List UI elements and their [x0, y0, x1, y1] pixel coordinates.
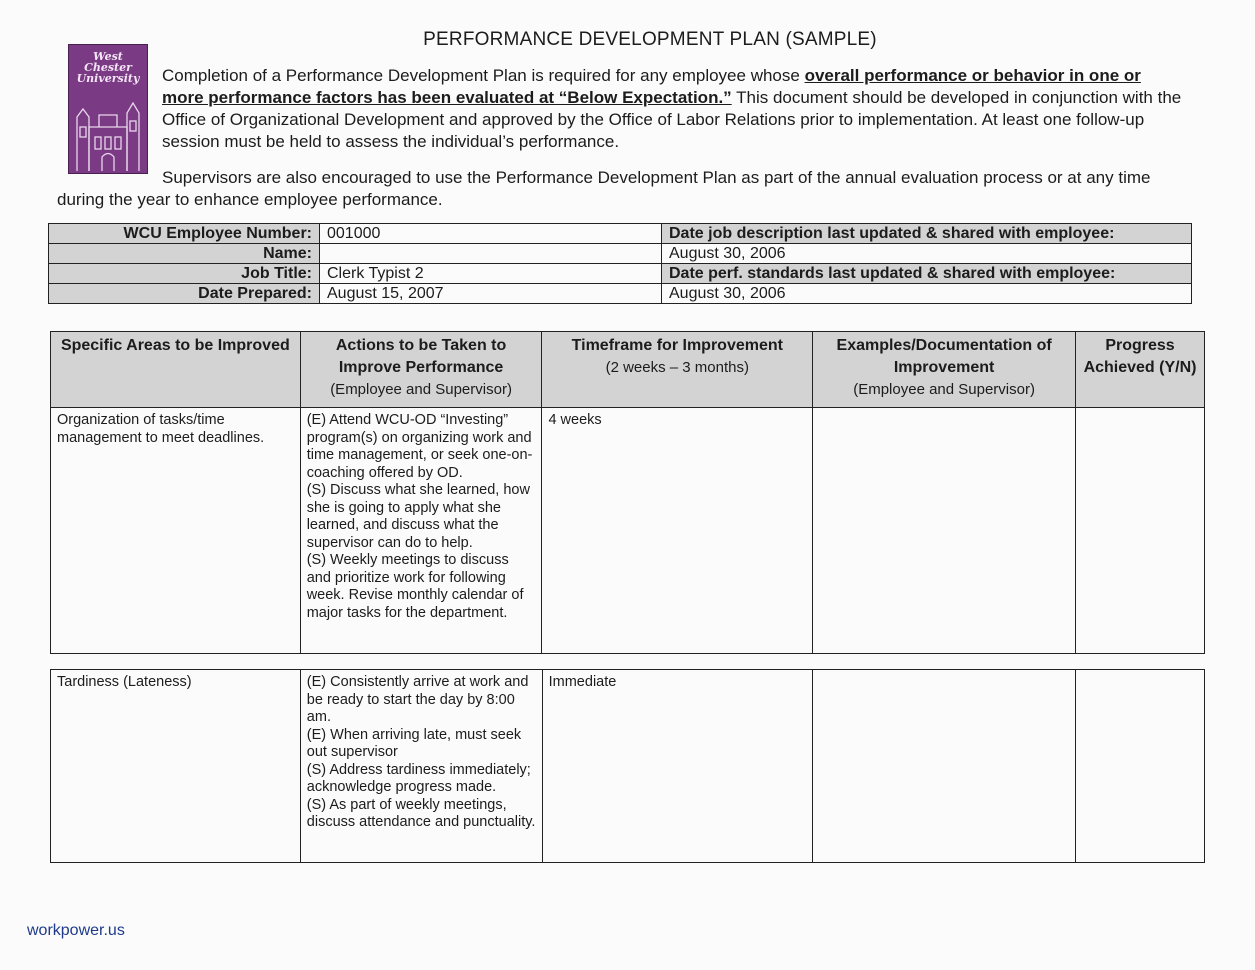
job-description-date-value: August 30, 2006 [662, 244, 1192, 264]
examples-cell [813, 670, 1076, 863]
header-actions: Actions to be Taken to Improve Performance (Employee and Supervisor) [300, 332, 542, 408]
progress-cell [1076, 408, 1205, 654]
performance-standards-date-label: Date perf. standards last updated & shared with employee: [662, 264, 1192, 284]
header-progress: Progress Achieved (Y/N) [1076, 332, 1205, 408]
source-watermark: workpower.us [27, 922, 125, 939]
area-cell: Organization of tasks/time management to meet deadlines. [51, 408, 301, 654]
name-value [320, 244, 662, 264]
actions-cell: (E) Attend WCU-OD “Investing” program(s) on organizing work and time management, or seek one-on-coaching offered by OD. (S) Discuss what she learned, how she is going to apply what she learned, and discuss what the supervisor can do to help. (S) Weekly meetings to discuss and prioritize work for following week. Revise monthly calendar of major tasks for the department. [300, 408, 542, 654]
progress-cell [1076, 670, 1205, 863]
plan-table-2 [50, 669, 1205, 863]
job-description-date-label: Date job description last updated & shared with employee: [662, 224, 1192, 244]
university-logo [68, 44, 148, 174]
header-areas: Specific Areas to be Improved [51, 332, 301, 408]
examples-cell [813, 408, 1076, 654]
logo-text: West Chester University [76, 50, 140, 85]
timeframe-cell: Immediate [542, 670, 813, 863]
employee-info-table [48, 223, 1192, 304]
performance-standards-date-value: August 30, 2006 [662, 284, 1192, 304]
job-title-value: Clerk Typist 2 [320, 264, 662, 284]
intro-emphasis: overall performance or behavior in one or more performance factors has been evaluated at “Below Expectation.” [162, 66, 1141, 107]
building-icon [69, 87, 147, 173]
header-examples: Examples/Documentation of Improvement (Employee and Supervisor) [813, 332, 1076, 408]
header-timeframe: Timeframe for Improvement (2 weeks – 3 months) [542, 332, 813, 408]
table-row [51, 408, 1205, 654]
job-title-label: Job Title: [49, 264, 320, 284]
employee-number-value: 001000 [320, 224, 662, 244]
document-title: PERFORMANCE DEVELOPMENT PLAN (SAMPLE) [423, 29, 877, 50]
intro-paragraph: Completion of a Performance Development Plan is required for any employee whose overall performance or behavior in one or more performance factors has been evaluated at “Below Expectation.” This document should be developed in conjunction with the Office of Organizational Development and approved by the Office of Labor Relations prior to implementation. At least one follow-up session must be held to assess the individual’s performance. [162, 66, 1182, 151]
date-prepared-value: August 15, 2007 [320, 284, 662, 304]
name-label: Name: [49, 244, 320, 264]
area-cell: Tardiness (Lateness) [51, 670, 301, 863]
intro-paragraph-2: Supervisors are also encouraged to use the Performance Development Plan as part of the annual evaluation process or at any time during the year to enhance employee performance. [57, 168, 1151, 209]
actions-cell: (E) Consistently arrive at work and be ready to start the day by 8:00 am. (E) When arriving late, must seek out supervisor (S) Address tardiness immediately; acknowledge progress made. (S) As part of weekly meetings, discuss attendance and punctuality. [300, 670, 542, 863]
date-prepared-label: Date Prepared: [49, 284, 320, 304]
employee-number-label: WCU Employee Number: [49, 224, 320, 244]
timeframe-cell: 4 weeks [542, 408, 813, 654]
plan-table-1 [50, 331, 1205, 654]
table-row [51, 670, 1205, 863]
